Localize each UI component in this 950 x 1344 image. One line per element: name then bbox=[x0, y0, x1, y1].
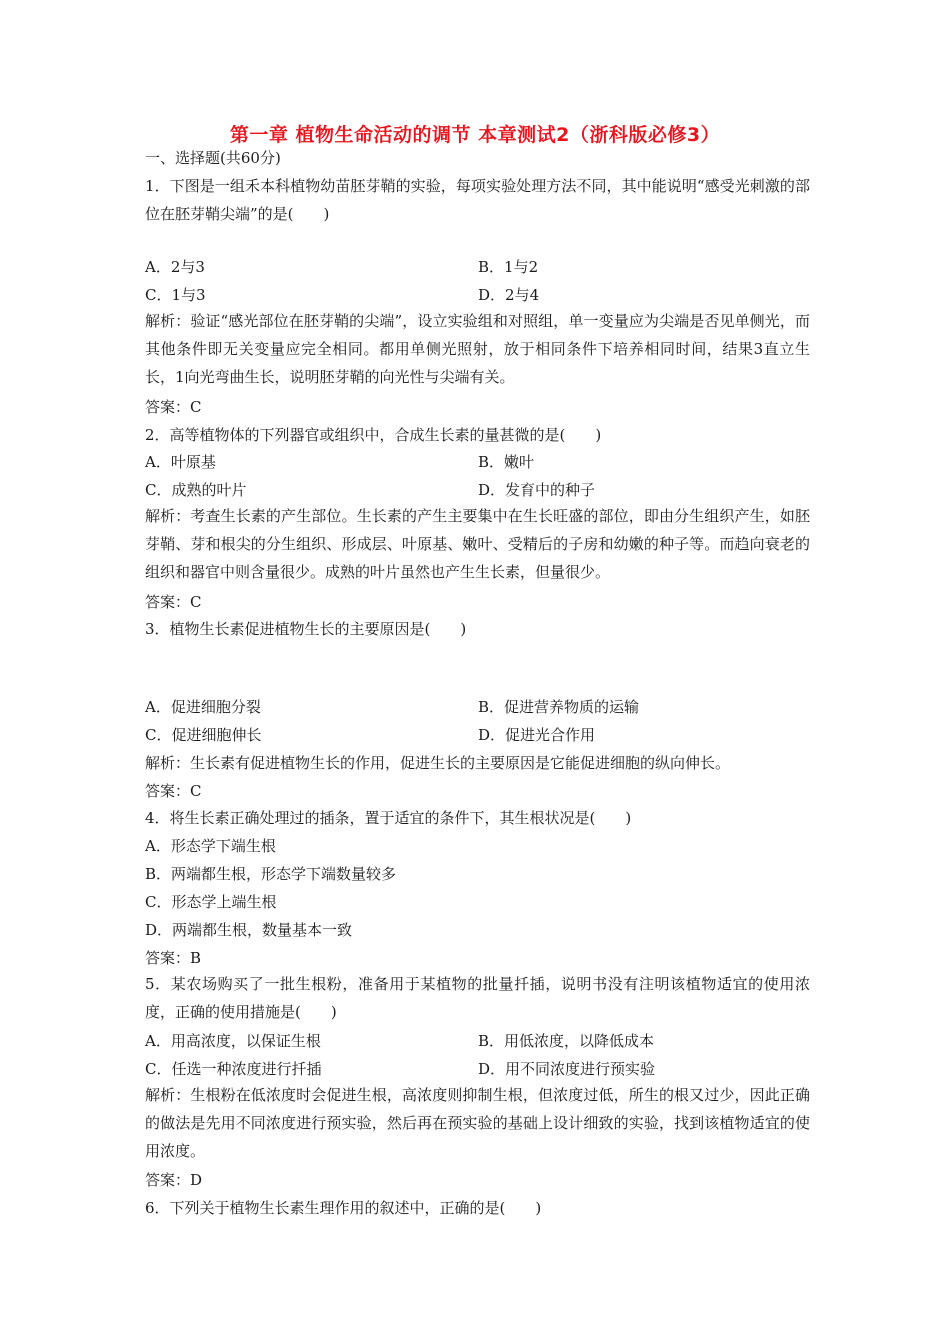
q4-option-d: D．两端都生根，数量基本一致 bbox=[145, 921, 353, 939]
q1-option-a: A．2与3 bbox=[145, 258, 205, 276]
q6-stem: 6．下列关于植物生长素生理作用的叙述中，正确的是( ) bbox=[145, 1199, 542, 1217]
q5-answer: 答案：D bbox=[145, 1171, 203, 1189]
q2-option-b: B．嫩叶 bbox=[478, 453, 535, 471]
q2-option-a: A．叶原基 bbox=[145, 453, 216, 471]
q4-answer: 答案：B bbox=[145, 949, 202, 967]
q1-option-d: D．2与4 bbox=[478, 286, 540, 304]
q2-option-c: C．成熟的叶片 bbox=[145, 481, 247, 499]
q2-option-d: D．发育中的种子 bbox=[478, 481, 596, 499]
page-title: 第一章 植物生命活动的调节 本章测试2（浙科版必修3） bbox=[229, 124, 721, 146]
q3-answer: 答案：C bbox=[145, 782, 202, 800]
q5-option-b: B．用低浓度，以降低成本 bbox=[478, 1032, 655, 1050]
q1-stem: 1．下图是一组禾本科植物幼苗胚芽鞘的实验，每项实验处理方法不同，其中能说明“感受光刺激的部位在胚芽鞘尖端”的是( ) bbox=[145, 177, 810, 223]
q5-stem: 5．某农场购买了一批生根粉，准备用于某植物的批量扦插，说明书没有注明该植物适宜的使用浓度，正确的使用措施是( ) bbox=[145, 975, 810, 1021]
q3-option-a: A．促进细胞分裂 bbox=[145, 698, 261, 716]
q4-option-c: C．形态学上端生根 bbox=[145, 893, 277, 911]
q2-stem: 2．高等植物体的下列器官或组织中，合成生长素的量甚微的是( ) bbox=[145, 426, 602, 444]
q5-option-a: A．用高浓度，以保证生根 bbox=[145, 1032, 321, 1050]
q4-option-b: B．两端都生根，形态学下端数量较多 bbox=[145, 865, 397, 883]
q4-option-a: A．形态学下端生根 bbox=[145, 837, 276, 855]
q5-analysis: 解析：生根粉在低浓度时会促进生根，高浓度则抑制生根，但浓度过低，所生的根又过少，因此正确的做法是先用不同浓度进行预实验，然后再在预实验的基础上设计细致的实验，找到该植物适宜的使用浓度。 bbox=[145, 1086, 810, 1160]
q3-option-c: C．促进细胞伸长 bbox=[145, 726, 262, 744]
q3-option-d: D．促进光合作用 bbox=[478, 726, 596, 744]
q5-option-d: D．用不同浓度进行预实验 bbox=[478, 1060, 656, 1078]
q1-option-b: B．1与2 bbox=[478, 258, 539, 276]
q3-analysis: 解析：生长素有促进植物生长的作用，促进生长的主要原因是它能促进细胞的纵向伸长。 bbox=[145, 754, 731, 772]
section-heading: 一、选择题(共60分) bbox=[145, 149, 281, 167]
q3-stem: 3．植物生长素促进植物生长的主要原因是( ) bbox=[145, 620, 467, 638]
q1-answer: 答案：C bbox=[145, 398, 202, 416]
q3-option-b: B．促进营养物质的运输 bbox=[478, 698, 640, 716]
q5-option-c: C．任选一种浓度进行扦插 bbox=[145, 1060, 322, 1078]
q2-answer: 答案：C bbox=[145, 593, 202, 611]
q1-option-c: C．1与3 bbox=[145, 286, 206, 304]
q4-stem: 4．将生长素正确处理过的插条，置于适宜的条件下，其生根状况是( ) bbox=[145, 809, 632, 827]
q1-analysis: 解析：验证“感光部位在胚芽鞘的尖端”，设立实验组和对照组，单一变量应为尖端是否见单侧光，而其他条件即无关变量应完全相同。都用单侧光照射，放于相同条件下培养相同时间，结果3直立生长，1向光弯曲生长，说明胚芽鞘的向光性与尖端有关。 bbox=[145, 312, 810, 386]
q2-analysis: 解析：考查生长素的产生部位。生长素的产生主要集中在生长旺盛的部位，即由分生组织产生，如胚芽鞘、芽和根尖的分生组织、形成层、叶原基、嫩叶、受精后的子房和幼嫩的种子等。而趋向衰老的组织和器官中则含量很少。成熟的叶片虽然也产生生长素，但量很少。 bbox=[145, 507, 810, 581]
